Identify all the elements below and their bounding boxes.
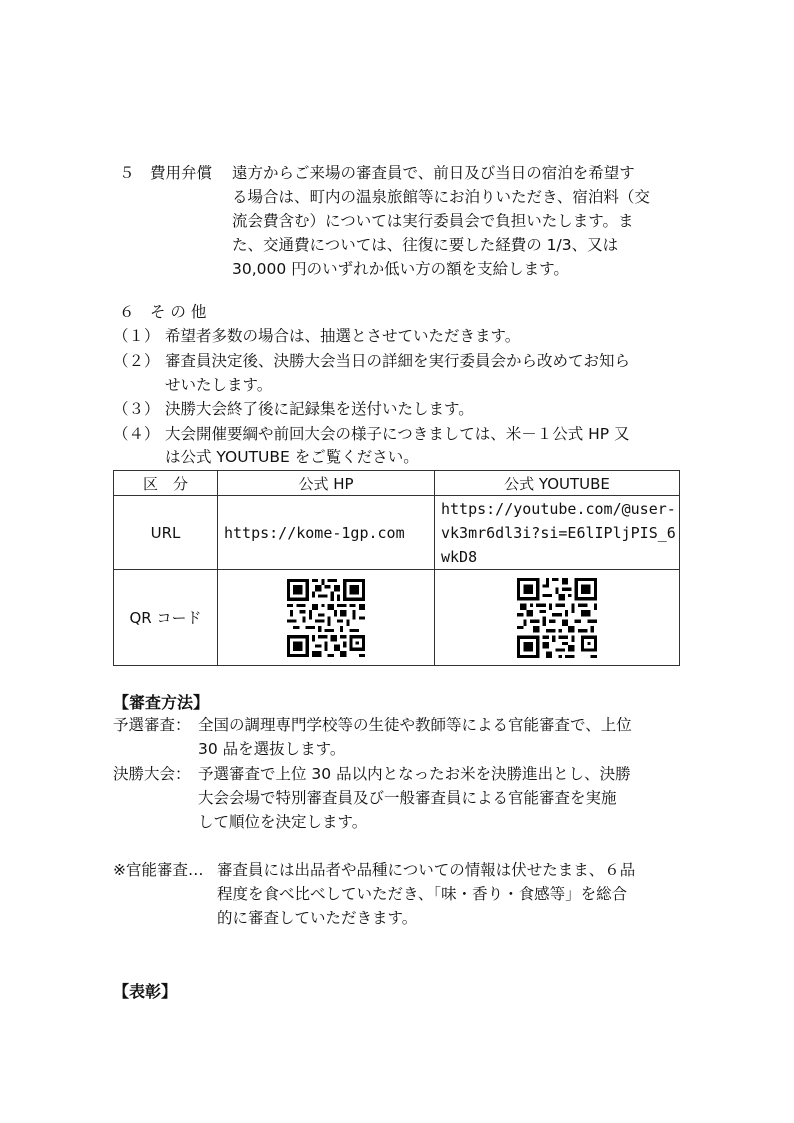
youtube-qr-cell [435,570,680,666]
section5-line: 30,000 円のいずれか低い方の額を支給します。 [232,260,569,278]
hp-qr-cell [218,570,435,666]
note-line: 審査員には出品者や品種についての情報は伏せたまま、６品 [217,861,636,879]
section5-line: る場合は、町内の温泉旅館等にお泊りいただき、宿泊料（交 [232,188,650,206]
award-heading: 【表彰】 [113,982,178,1001]
youtube-url-link[interactable] [435,496,680,570]
youtube-url-line: https://youtube.com/@user- [441,499,676,518]
review-heading: 【審査方法】 [113,693,210,712]
hp-url-link[interactable]: https://kome-1gp.com [218,496,435,570]
item4-label: （４） [113,425,160,443]
hp-qr-code-icon[interactable] [287,579,365,657]
final-label: 決勝大会： [113,765,191,783]
item1-text: 希望者多数の場合は、抽選とさせていただきます。 [165,327,521,345]
table-row-url [114,496,680,570]
table-row-qr [114,570,680,666]
url-label: URL [114,496,218,570]
section5-line: た、交通費については、往復に要した経費の 1/3、又は [232,236,619,254]
note-line: 的に審査していただきます。 [217,909,418,927]
header-youtube: 公式 YOUTUBE [435,471,680,496]
section5-number: ５ [119,164,135,182]
item4-text: は公式 YOUTUBE をご覧ください。 [165,448,419,466]
note-line: 程度を食べ比べしていただき、「味・香り・食感等」を総合 [217,885,628,903]
item3-label: （３） [113,400,160,418]
prelim-line: 30 品を選抜します。 [198,740,346,758]
section5-line: 流会費含む）については実行委員会で負担いたします。ま [232,212,634,230]
prelim-line: 全国の調理専門学校等の生徒や教師等による官能審査で、上位 [198,716,632,734]
item2-text: 審査員決定後、決勝大会当日の詳細を実行委員会から改めてお知ら [165,352,631,370]
prelim-label: 予選審査： [113,716,191,734]
item4-text: 大会開催要綱や前回大会の様子につきましては、米－１公式 HP 又 [165,425,630,443]
section5-line: 遠方からご来場の審査員で、前日及び当日の宿泊を希望す [232,164,635,182]
youtube-qr-code-icon[interactable] [517,578,597,658]
note-label: ※官能審査… [113,861,204,879]
final-line: 予選審査で上位 30 品以内となったお米を決勝進出とし、決勝 [198,765,631,783]
section5-body [232,161,692,281]
table-header-row [114,471,680,496]
section5-title: 費用弁償 [150,164,213,182]
youtube-url-line: vk3mr6dl3i?si=E6lIPljPIS_6 [441,523,676,542]
item1-label: （１） [113,327,160,345]
info-table [113,470,680,666]
qr-label: QR コード [114,570,218,666]
final-line: 大会会場で特別審査員及び一般審査員による官能審査を実施 [198,789,617,807]
youtube-url-line: wkD8 [441,547,478,566]
item2-text: せいたします。 [165,376,273,394]
final-line: して順位を決定します。 [198,813,368,831]
item3-text: 決勝大会終了後に記録集を送付いたします。 [165,400,474,418]
header-hp: 公式 HP [218,471,435,496]
header-category: 区 分 [114,471,218,496]
item2-label: （２） [113,352,160,370]
section6-heading: ６ そ の 他 [119,303,207,321]
